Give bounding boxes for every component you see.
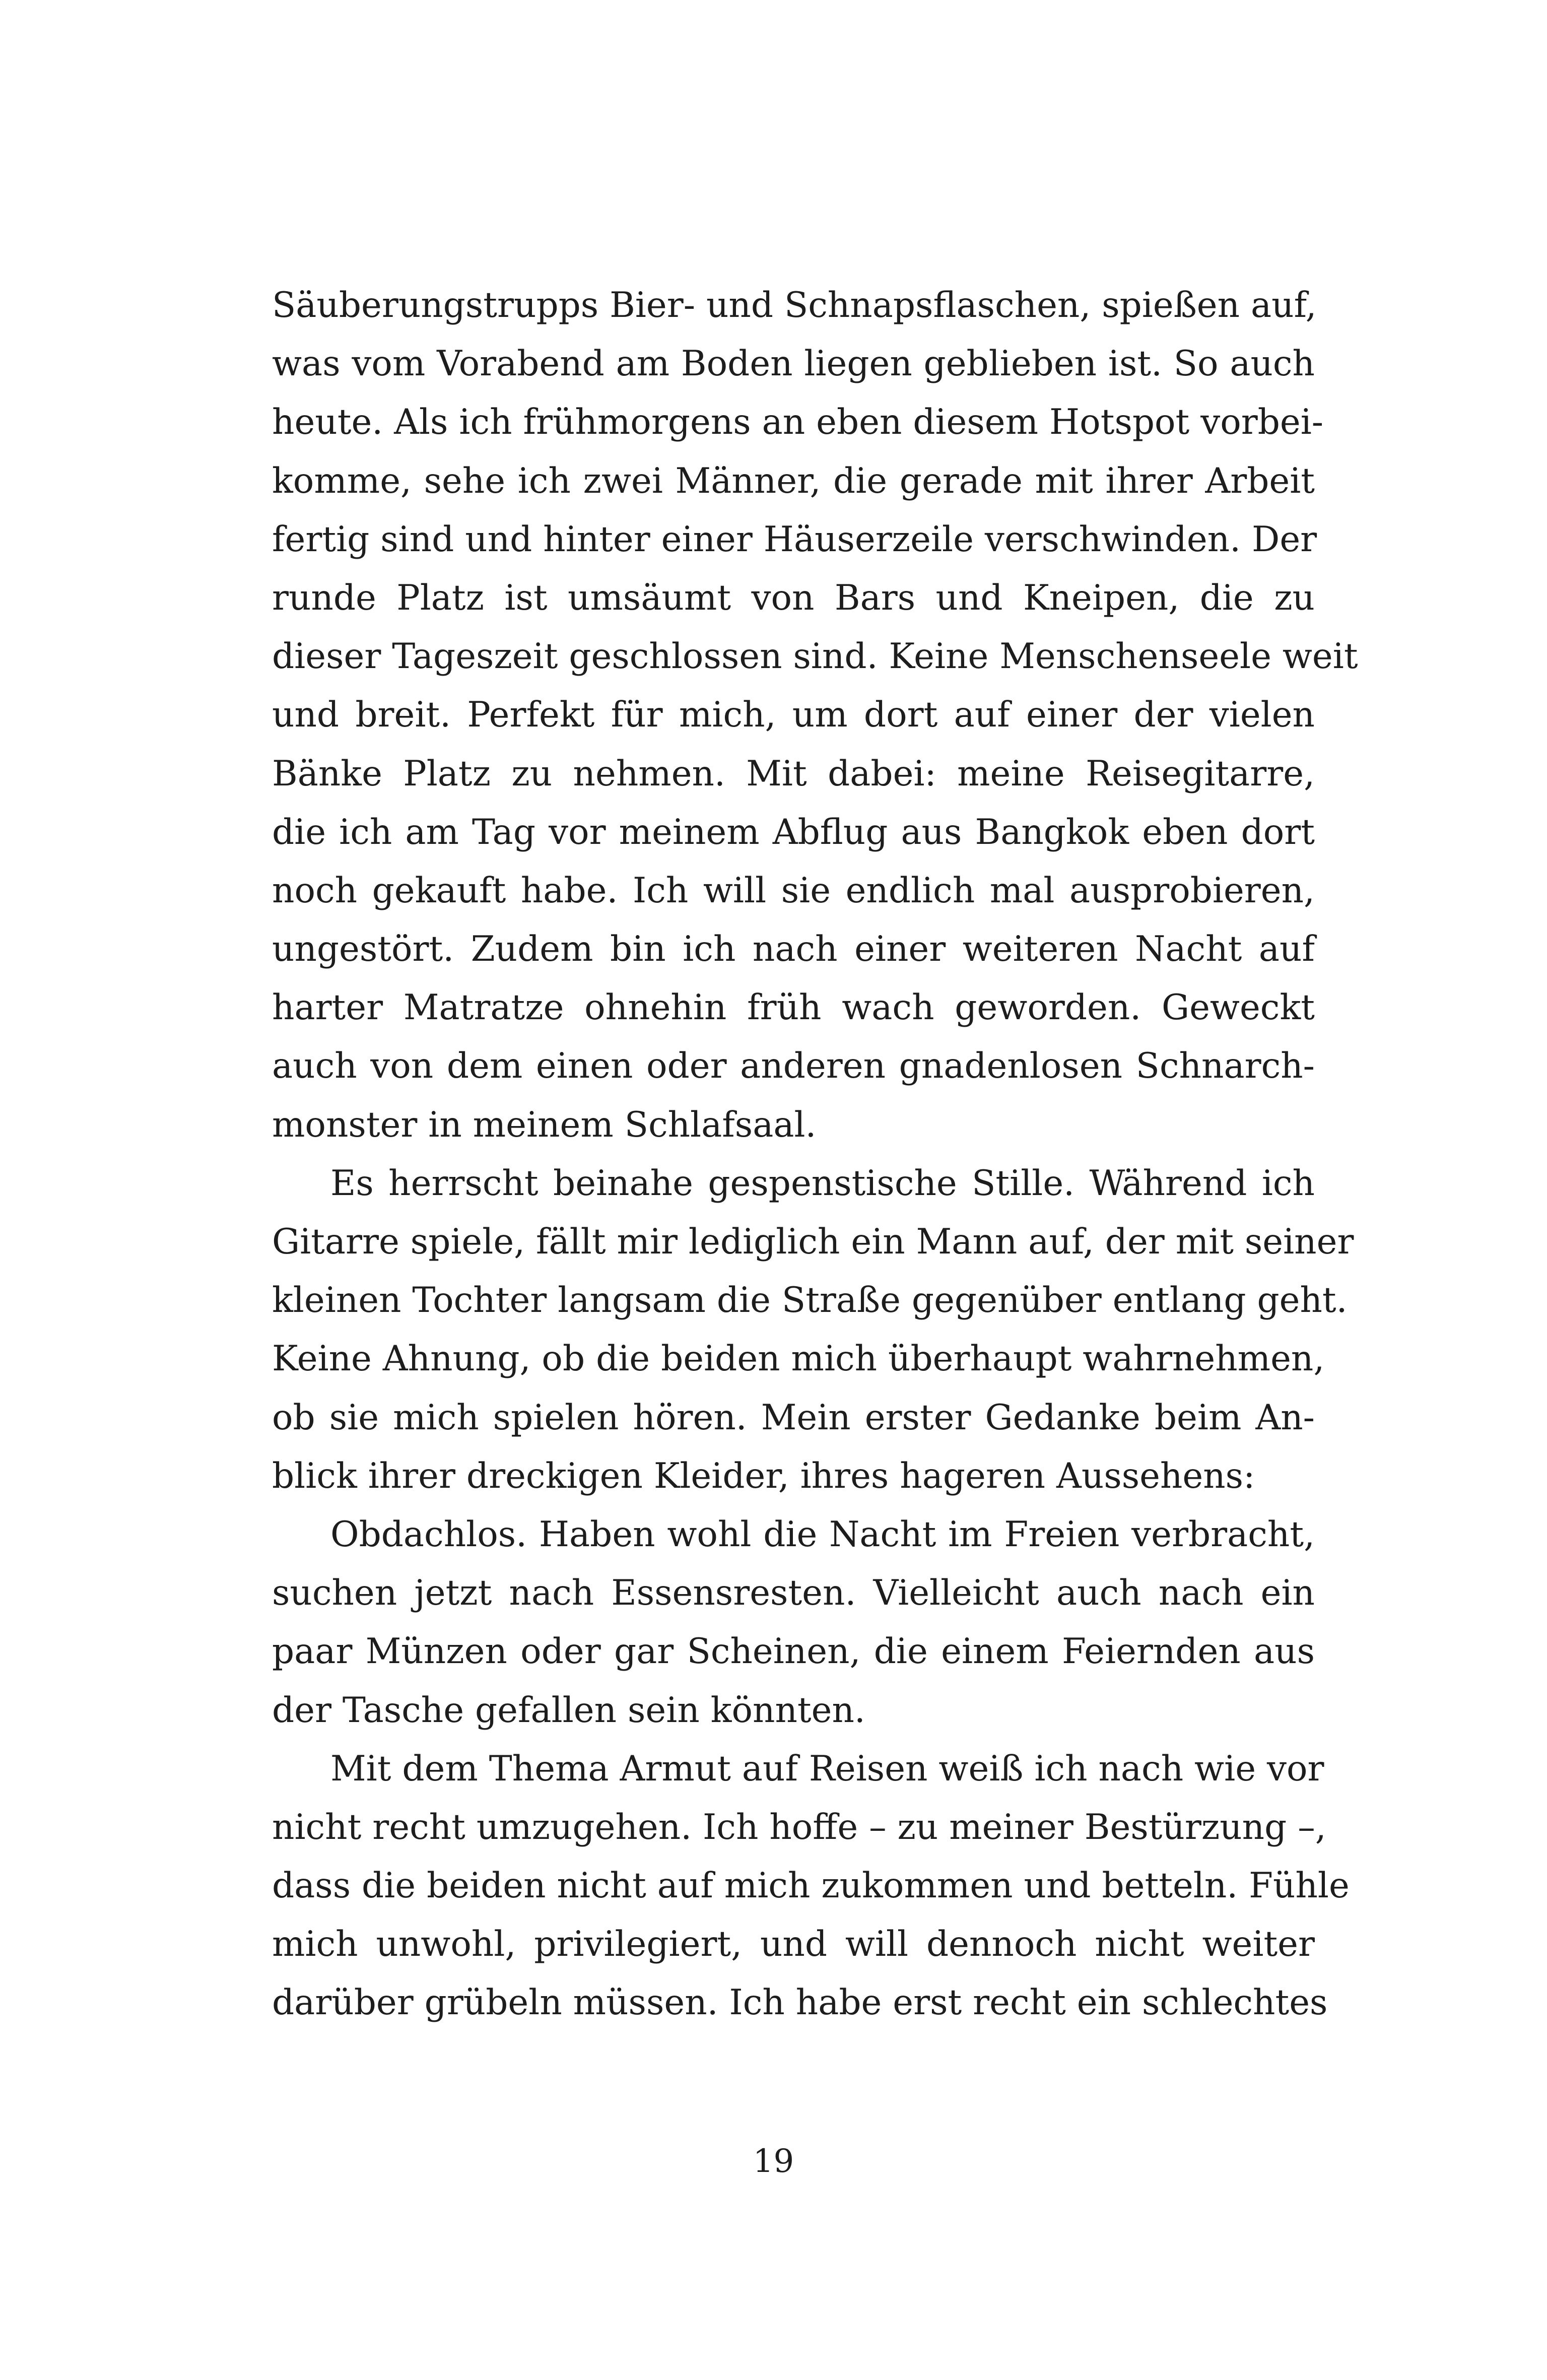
text-line: was vom Vorabend am Boden liegen geblieben ist. So auch (272, 344, 1315, 384)
text-line: harter Matratze ohnehin früh wach geworden. Geweckt (272, 987, 1315, 1028)
text-line: darüber grübeln müssen. Ich habe erst recht ein schlechtes (272, 1982, 1328, 2023)
text-line: Es herrscht beinahe gespenstische Stille. Während ich (330, 1163, 1315, 1204)
text-line: paar Münzen oder gar Scheinen, die einem Feiernden aus (272, 1631, 1315, 1672)
text-line: die ich am Tag vor meinem Abflug aus Bangkok eben dort (272, 812, 1315, 852)
paragraph (272, 1154, 1354, 1505)
text-line: Keine Ahnung, ob die beiden mich überhaupt wahrnehmen, (272, 1339, 1325, 1379)
text-line: mich unwohl, privilegiert, und will dennoch nicht weiter (272, 1924, 1315, 1965)
text-line: komme, sehe ich zwei Männer, die gerade mit ihrer Arbeit (272, 460, 1315, 501)
text-line: Säuberungstrupps Bier- und Schnapsflaschen, spießen auf, (272, 285, 1317, 325)
text-line: ungestört. Zudem bin ich nach einer weiteren Nacht auf (272, 929, 1315, 970)
text-line: noch gekauft habe. Ich will sie endlich mal ausprobieren, (272, 870, 1315, 911)
text-line: runde Platz ist umsäumt von Bars und Kneipen, die zu (272, 577, 1315, 618)
text-line: Obdachlos. Haben wohl die Nacht im Freien verbracht, (330, 1514, 1315, 1555)
page-number: 19 (753, 2143, 794, 2180)
body-text (272, 276, 1358, 2032)
text-line: auch von dem einen oder anderen gnadenlosen Schnarch- (272, 1046, 1315, 1087)
text-line: dieser Tageszeit geschlossen sind. Keine Menschenseele weit (272, 636, 1358, 677)
paragraph (272, 1740, 1350, 2032)
text-line: suchen jetzt nach Essensresten. Vielleicht auch nach ein (272, 1573, 1315, 1614)
text-line: der Tasche gefallen sein könnten. (272, 1690, 865, 1731)
text-line: monster in meinem Schlafsaal. (272, 1104, 817, 1145)
text-line: fertig sind und hinter einer Häuserzeile verschwinden. Der (272, 519, 1317, 560)
text-line: Gitarre spiele, fällt mir lediglich ein Mann auf, der mit seiner (272, 1222, 1354, 1262)
paragraph (272, 276, 1358, 1154)
text-line: und breit. Perfekt für mich, um dort auf einer der vielen (272, 695, 1315, 736)
text-line: heute. Als ich frühmorgens an eben diesem Hotspot vorbei- (272, 402, 1324, 443)
paragraph (272, 1505, 1315, 1740)
text-line: Bänke Platz zu nehmen. Mit dabei: meine Reisegitarre, (272, 753, 1315, 794)
text-line: ob sie mich spielen hören. Mein erster Gedanke beim An- (272, 1397, 1315, 1438)
text-line: Mit dem Thema Armut auf Reisen weiß ich nach wie vor (330, 1748, 1324, 1789)
text-line: nicht recht umzugehen. Ich hoffe – zu meiner Bestürzung –, (272, 1807, 1326, 1847)
text-line: dass die beiden nicht auf mich zukommen und betteln. Fühle (272, 1866, 1350, 1906)
text-line: blick ihrer dreckigen Kleider, ihres hageren Aussehens: (272, 1456, 1255, 1496)
text-line: kleinen Tochter langsam die Straße gegenüber entlang geht. (272, 1280, 1348, 1321)
